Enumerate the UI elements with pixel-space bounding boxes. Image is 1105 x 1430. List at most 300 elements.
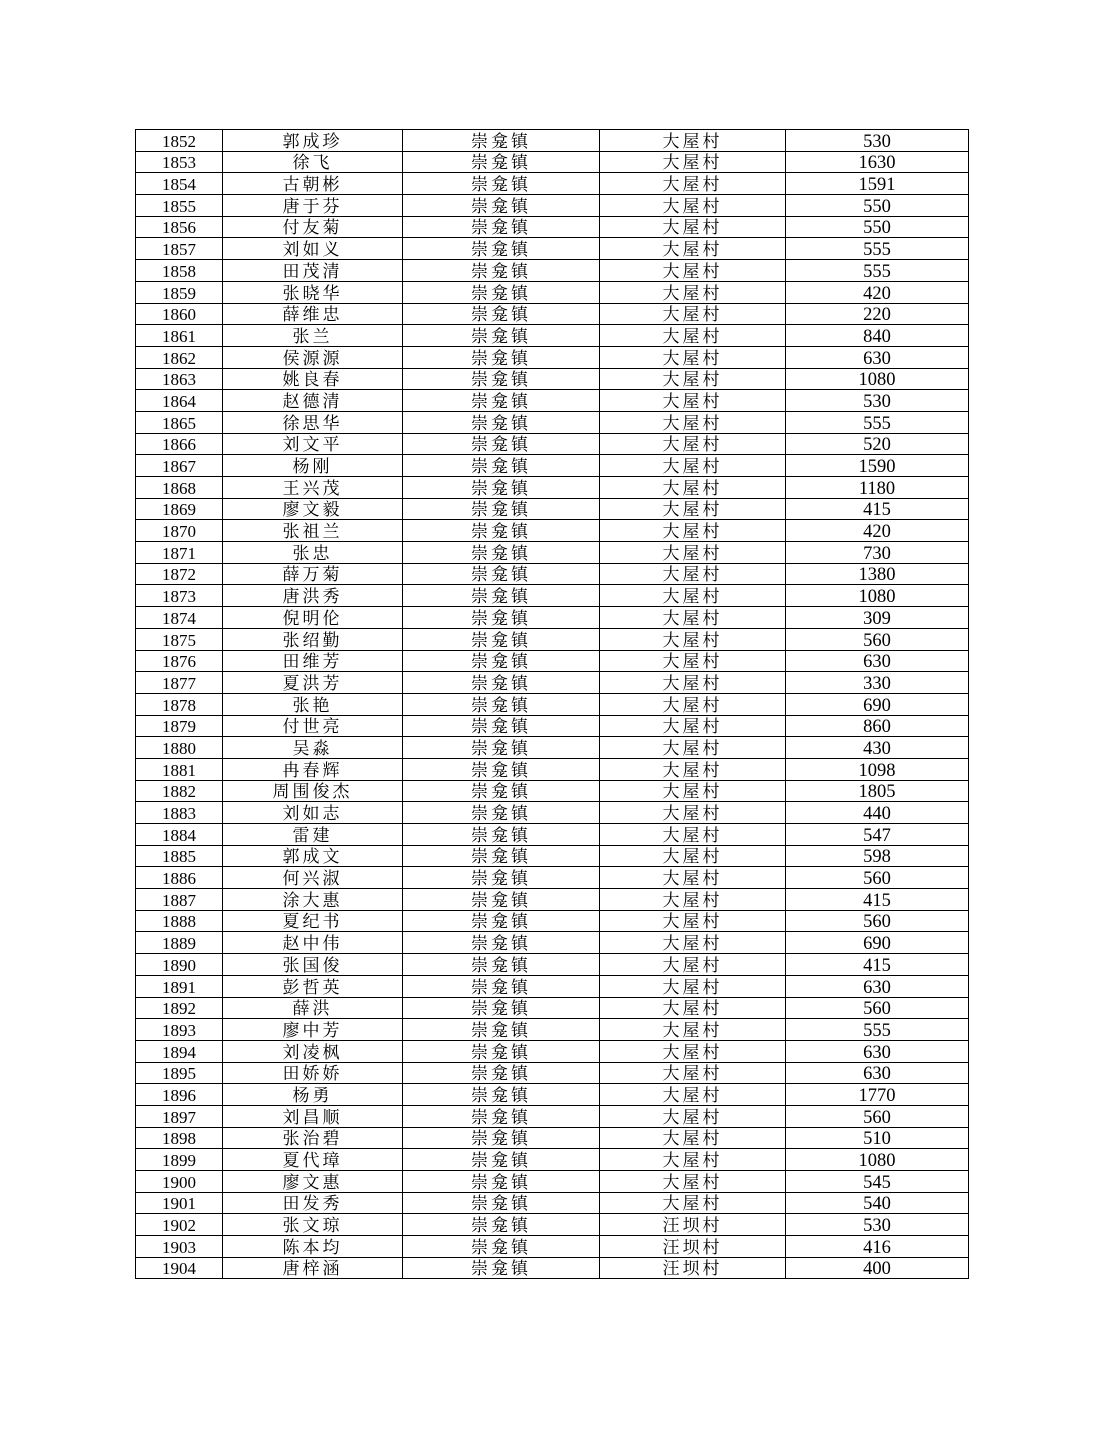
village-cell: 大屋村	[600, 1192, 786, 1214]
row-number-cell: 1885	[136, 845, 223, 867]
table-row	[136, 498, 969, 520]
town-cell: 崇龛镇	[403, 477, 600, 499]
table-row	[136, 1214, 969, 1236]
table-row	[136, 325, 969, 347]
table-row	[136, 433, 969, 455]
town-cell: 崇龛镇	[403, 130, 600, 152]
village-cell: 大屋村	[600, 433, 786, 455]
town-cell: 崇龛镇	[403, 780, 600, 802]
village-cell: 大屋村	[600, 542, 786, 564]
town-cell: 崇龛镇	[403, 195, 600, 217]
table-row	[136, 368, 969, 390]
row-number-cell: 1895	[136, 1062, 223, 1084]
amount-cell: 440	[786, 802, 969, 824]
amount-cell: 420	[786, 520, 969, 542]
row-number-cell: 1861	[136, 325, 223, 347]
row-number-cell: 1884	[136, 824, 223, 846]
amount-cell: 415	[786, 889, 969, 911]
village-cell: 大屋村	[600, 607, 786, 629]
name-cell: 薛洪	[223, 997, 403, 1019]
table-row	[136, 1040, 969, 1062]
amount-cell: 630	[786, 1040, 969, 1062]
table-row	[136, 1127, 969, 1149]
village-cell: 大屋村	[600, 325, 786, 347]
table-row	[136, 672, 969, 694]
town-cell: 崇龛镇	[403, 1019, 600, 1041]
row-number-cell: 1860	[136, 303, 223, 325]
row-number-cell: 1894	[136, 1040, 223, 1062]
amount-cell: 550	[786, 195, 969, 217]
town-cell: 崇龛镇	[403, 997, 600, 1019]
town-cell: 崇龛镇	[403, 173, 600, 195]
amount-cell: 598	[786, 845, 969, 867]
name-cell: 唐洪秀	[223, 585, 403, 607]
village-cell: 大屋村	[600, 1019, 786, 1041]
row-number-cell: 1877	[136, 672, 223, 694]
name-cell: 张忠	[223, 542, 403, 564]
amount-cell: 420	[786, 281, 969, 303]
amount-cell: 220	[786, 303, 969, 325]
name-cell: 夏洪芳	[223, 672, 403, 694]
document-page	[135, 129, 968, 1279]
row-number-cell: 1857	[136, 238, 223, 260]
amount-cell: 630	[786, 975, 969, 997]
row-number-cell: 1886	[136, 867, 223, 889]
town-cell: 崇龛镇	[403, 542, 600, 564]
row-number-cell: 1871	[136, 542, 223, 564]
village-cell: 大屋村	[600, 1062, 786, 1084]
row-number-cell: 1892	[136, 997, 223, 1019]
amount-cell: 1180	[786, 477, 969, 499]
town-cell: 崇龛镇	[403, 281, 600, 303]
table-row	[136, 889, 969, 911]
row-number-cell: 1897	[136, 1105, 223, 1127]
row-number-cell: 1898	[136, 1127, 223, 1149]
town-cell: 崇龛镇	[403, 151, 600, 173]
row-number-cell: 1853	[136, 151, 223, 173]
name-cell: 田娇娇	[223, 1062, 403, 1084]
amount-cell: 1630	[786, 151, 969, 173]
amount-cell: 415	[786, 498, 969, 520]
village-cell: 大屋村	[600, 867, 786, 889]
village-cell: 大屋村	[600, 1084, 786, 1106]
town-cell: 崇龛镇	[403, 238, 600, 260]
table-row	[136, 455, 969, 477]
amount-cell: 1591	[786, 173, 969, 195]
row-number-cell: 1904	[136, 1257, 223, 1279]
name-cell: 夏代璋	[223, 1149, 403, 1171]
row-number-cell: 1863	[136, 368, 223, 390]
table-row	[136, 867, 969, 889]
village-cell: 大屋村	[600, 151, 786, 173]
table-body	[136, 130, 969, 1279]
table-row	[136, 303, 969, 325]
name-cell: 田发秀	[223, 1192, 403, 1214]
village-cell: 大屋村	[600, 780, 786, 802]
town-cell: 崇龛镇	[403, 954, 600, 976]
amount-cell: 1590	[786, 455, 969, 477]
amount-cell: 1080	[786, 368, 969, 390]
village-cell: 大屋村	[600, 802, 786, 824]
table-row	[136, 975, 969, 997]
table-row	[136, 563, 969, 585]
town-cell: 崇龛镇	[403, 889, 600, 911]
row-number-cell: 1868	[136, 477, 223, 499]
village-cell: 大屋村	[600, 650, 786, 672]
town-cell: 崇龛镇	[403, 1062, 600, 1084]
amount-cell: 330	[786, 672, 969, 694]
row-number-cell: 1855	[136, 195, 223, 217]
table-row	[136, 260, 969, 282]
village-cell: 大屋村	[600, 1105, 786, 1127]
table-row	[136, 238, 969, 260]
row-number-cell: 1867	[136, 455, 223, 477]
town-cell: 崇龛镇	[403, 845, 600, 867]
name-cell: 唐梓涵	[223, 1257, 403, 1279]
name-cell: 刘如志	[223, 802, 403, 824]
amount-cell: 520	[786, 433, 969, 455]
village-cell: 大屋村	[600, 563, 786, 585]
table-row	[136, 802, 969, 824]
row-number-cell: 1887	[136, 889, 223, 911]
table-row	[136, 1019, 969, 1041]
row-number-cell: 1879	[136, 715, 223, 737]
row-number-cell: 1870	[136, 520, 223, 542]
village-cell: 大屋村	[600, 1040, 786, 1062]
table-row	[136, 281, 969, 303]
town-cell: 崇龛镇	[403, 672, 600, 694]
town-cell: 崇龛镇	[403, 1127, 600, 1149]
row-number-cell: 1854	[136, 173, 223, 195]
amount-cell: 840	[786, 325, 969, 347]
table-row	[136, 390, 969, 412]
village-cell: 大屋村	[600, 1127, 786, 1149]
name-cell: 张晓华	[223, 281, 403, 303]
table-row	[136, 585, 969, 607]
town-cell: 崇龛镇	[403, 715, 600, 737]
amount-cell: 1770	[786, 1084, 969, 1106]
table-row	[136, 477, 969, 499]
name-cell: 付世亮	[223, 715, 403, 737]
town-cell: 崇龛镇	[403, 628, 600, 650]
name-cell: 徐思华	[223, 411, 403, 433]
row-number-cell: 1893	[136, 1019, 223, 1041]
name-cell: 张国俊	[223, 954, 403, 976]
data-table	[135, 129, 969, 1279]
table-row	[136, 151, 969, 173]
row-number-cell: 1896	[136, 1084, 223, 1106]
table-row	[136, 910, 969, 932]
town-cell: 崇龛镇	[403, 975, 600, 997]
amount-cell: 560	[786, 1105, 969, 1127]
village-cell: 大屋村	[600, 303, 786, 325]
table-row	[136, 824, 969, 846]
row-number-cell: 1858	[136, 260, 223, 282]
row-number-cell: 1900	[136, 1171, 223, 1193]
name-cell: 张文琼	[223, 1214, 403, 1236]
name-cell: 杨刚	[223, 455, 403, 477]
town-cell: 崇龛镇	[403, 303, 600, 325]
amount-cell: 690	[786, 932, 969, 954]
village-cell: 大屋村	[600, 346, 786, 368]
name-cell: 侯源源	[223, 346, 403, 368]
amount-cell: 530	[786, 1214, 969, 1236]
name-cell: 杨勇	[223, 1084, 403, 1106]
village-cell: 大屋村	[600, 173, 786, 195]
town-cell: 崇龛镇	[403, 737, 600, 759]
amount-cell: 1380	[786, 563, 969, 585]
name-cell: 何兴淑	[223, 867, 403, 889]
name-cell: 郭成文	[223, 845, 403, 867]
name-cell: 张祖兰	[223, 520, 403, 542]
village-cell: 大屋村	[600, 195, 786, 217]
town-cell: 崇龛镇	[403, 1236, 600, 1258]
amount-cell: 415	[786, 954, 969, 976]
amount-cell: 555	[786, 1019, 969, 1041]
row-number-cell: 1872	[136, 563, 223, 585]
amount-cell: 560	[786, 867, 969, 889]
town-cell: 崇龛镇	[403, 867, 600, 889]
amount-cell: 547	[786, 824, 969, 846]
row-number-cell: 1864	[136, 390, 223, 412]
amount-cell: 1098	[786, 758, 969, 780]
town-cell: 崇龛镇	[403, 368, 600, 390]
town-cell: 崇龛镇	[403, 932, 600, 954]
table-row	[136, 173, 969, 195]
town-cell: 崇龛镇	[403, 520, 600, 542]
table-row	[136, 693, 969, 715]
amount-cell: 630	[786, 1062, 969, 1084]
name-cell: 周围俊杰	[223, 780, 403, 802]
town-cell: 崇龛镇	[403, 1084, 600, 1106]
town-cell: 崇龛镇	[403, 585, 600, 607]
town-cell: 崇龛镇	[403, 563, 600, 585]
table-row	[136, 520, 969, 542]
name-cell: 郭成珍	[223, 130, 403, 152]
name-cell: 廖中芳	[223, 1019, 403, 1041]
village-cell: 大屋村	[600, 498, 786, 520]
row-number-cell: 1873	[136, 585, 223, 607]
table-row	[136, 780, 969, 802]
name-cell: 薛万菊	[223, 563, 403, 585]
amount-cell: 1080	[786, 585, 969, 607]
row-number-cell: 1869	[136, 498, 223, 520]
name-cell: 薛维忠	[223, 303, 403, 325]
village-cell: 大屋村	[600, 975, 786, 997]
name-cell: 倪明伦	[223, 607, 403, 629]
name-cell: 张治碧	[223, 1127, 403, 1149]
village-cell: 大屋村	[600, 997, 786, 1019]
table-row	[136, 607, 969, 629]
village-cell: 大屋村	[600, 672, 786, 694]
town-cell: 崇龛镇	[403, 693, 600, 715]
table-row	[136, 1105, 969, 1127]
amount-cell: 730	[786, 542, 969, 564]
row-number-cell: 1875	[136, 628, 223, 650]
name-cell: 廖文毅	[223, 498, 403, 520]
amount-cell: 555	[786, 411, 969, 433]
town-cell: 崇龛镇	[403, 824, 600, 846]
table-row	[136, 932, 969, 954]
name-cell: 雷建	[223, 824, 403, 846]
name-cell: 王兴茂	[223, 477, 403, 499]
village-cell: 大屋村	[600, 411, 786, 433]
village-cell: 大屋村	[600, 737, 786, 759]
town-cell: 崇龛镇	[403, 455, 600, 477]
town-cell: 崇龛镇	[403, 260, 600, 282]
amount-cell: 560	[786, 910, 969, 932]
village-cell: 大屋村	[600, 693, 786, 715]
amount-cell: 416	[786, 1236, 969, 1258]
amount-cell: 1805	[786, 780, 969, 802]
town-cell: 崇龛镇	[403, 433, 600, 455]
row-number-cell: 1866	[136, 433, 223, 455]
village-cell: 大屋村	[600, 1171, 786, 1193]
amount-cell: 560	[786, 997, 969, 1019]
name-cell: 张绍勤	[223, 628, 403, 650]
row-number-cell: 1891	[136, 975, 223, 997]
village-cell: 大屋村	[600, 715, 786, 737]
village-cell: 大屋村	[600, 238, 786, 260]
amount-cell: 545	[786, 1171, 969, 1193]
row-number-cell: 1862	[136, 346, 223, 368]
town-cell: 崇龛镇	[403, 607, 600, 629]
row-number-cell: 1881	[136, 758, 223, 780]
name-cell: 彭哲英	[223, 975, 403, 997]
village-cell: 大屋村	[600, 260, 786, 282]
town-cell: 崇龛镇	[403, 1149, 600, 1171]
row-number-cell: 1889	[136, 932, 223, 954]
village-cell: 大屋村	[600, 455, 786, 477]
row-number-cell: 1899	[136, 1149, 223, 1171]
village-cell: 大屋村	[600, 281, 786, 303]
name-cell: 赵中伟	[223, 932, 403, 954]
town-cell: 崇龛镇	[403, 758, 600, 780]
table-row	[136, 411, 969, 433]
village-cell: 大屋村	[600, 628, 786, 650]
name-cell: 田维芳	[223, 650, 403, 672]
village-cell: 大屋村	[600, 130, 786, 152]
town-cell: 崇龛镇	[403, 325, 600, 347]
village-cell: 汪坝村	[600, 1257, 786, 1279]
name-cell: 刘如义	[223, 238, 403, 260]
village-cell: 大屋村	[600, 889, 786, 911]
amount-cell: 860	[786, 715, 969, 737]
table-row	[136, 1192, 969, 1214]
table-row	[136, 195, 969, 217]
town-cell: 崇龛镇	[403, 411, 600, 433]
row-number-cell: 1859	[136, 281, 223, 303]
village-cell: 大屋村	[600, 390, 786, 412]
town-cell: 崇龛镇	[403, 1040, 600, 1062]
name-cell: 徐飞	[223, 151, 403, 173]
name-cell: 冉春辉	[223, 758, 403, 780]
name-cell: 刘昌顺	[223, 1105, 403, 1127]
town-cell: 崇龛镇	[403, 216, 600, 238]
amount-cell: 540	[786, 1192, 969, 1214]
amount-cell: 530	[786, 390, 969, 412]
table-row	[136, 542, 969, 564]
name-cell: 刘凌枫	[223, 1040, 403, 1062]
town-cell: 崇龛镇	[403, 1257, 600, 1279]
name-cell: 赵德清	[223, 390, 403, 412]
amount-cell: 555	[786, 260, 969, 282]
table-row	[136, 997, 969, 1019]
table-row	[136, 737, 969, 759]
town-cell: 崇龛镇	[403, 650, 600, 672]
table-row	[136, 628, 969, 650]
amount-cell: 510	[786, 1127, 969, 1149]
table-row	[136, 346, 969, 368]
town-cell: 崇龛镇	[403, 910, 600, 932]
table-row	[136, 954, 969, 976]
amount-cell: 430	[786, 737, 969, 759]
table-row	[136, 1084, 969, 1106]
town-cell: 崇龛镇	[403, 1171, 600, 1193]
table-row	[136, 758, 969, 780]
table-row	[136, 715, 969, 737]
row-number-cell: 1874	[136, 607, 223, 629]
row-number-cell: 1901	[136, 1192, 223, 1214]
table-row	[136, 1062, 969, 1084]
row-number-cell: 1903	[136, 1236, 223, 1258]
name-cell: 吴淼	[223, 737, 403, 759]
table-row	[136, 1171, 969, 1193]
town-cell: 崇龛镇	[403, 390, 600, 412]
village-cell: 大屋村	[600, 585, 786, 607]
name-cell: 张兰	[223, 325, 403, 347]
table-row	[136, 216, 969, 238]
village-cell: 汪坝村	[600, 1214, 786, 1236]
amount-cell: 630	[786, 346, 969, 368]
village-cell: 大屋村	[600, 216, 786, 238]
village-cell: 大屋村	[600, 910, 786, 932]
town-cell: 崇龛镇	[403, 346, 600, 368]
name-cell: 刘文平	[223, 433, 403, 455]
village-cell: 大屋村	[600, 758, 786, 780]
row-number-cell: 1876	[136, 650, 223, 672]
name-cell: 涂大惠	[223, 889, 403, 911]
name-cell: 夏纪书	[223, 910, 403, 932]
village-cell: 大屋村	[600, 932, 786, 954]
amount-cell: 530	[786, 130, 969, 152]
town-cell: 崇龛镇	[403, 1192, 600, 1214]
village-cell: 大屋村	[600, 954, 786, 976]
village-cell: 大屋村	[600, 824, 786, 846]
village-cell: 大屋村	[600, 368, 786, 390]
name-cell: 付友菊	[223, 216, 403, 238]
town-cell: 崇龛镇	[403, 1214, 600, 1236]
table-row	[136, 130, 969, 152]
row-number-cell: 1888	[136, 910, 223, 932]
row-number-cell: 1852	[136, 130, 223, 152]
village-cell: 大屋村	[600, 1149, 786, 1171]
amount-cell: 690	[786, 693, 969, 715]
name-cell: 廖文惠	[223, 1171, 403, 1193]
row-number-cell: 1865	[136, 411, 223, 433]
name-cell: 张艳	[223, 693, 403, 715]
row-number-cell: 1880	[136, 737, 223, 759]
amount-cell: 400	[786, 1257, 969, 1279]
row-number-cell: 1883	[136, 802, 223, 824]
village-cell: 汪坝村	[600, 1236, 786, 1258]
row-number-cell: 1878	[136, 693, 223, 715]
table-row	[136, 1149, 969, 1171]
town-cell: 崇龛镇	[403, 802, 600, 824]
name-cell: 古朝彬	[223, 173, 403, 195]
row-number-cell: 1856	[136, 216, 223, 238]
name-cell: 田茂清	[223, 260, 403, 282]
